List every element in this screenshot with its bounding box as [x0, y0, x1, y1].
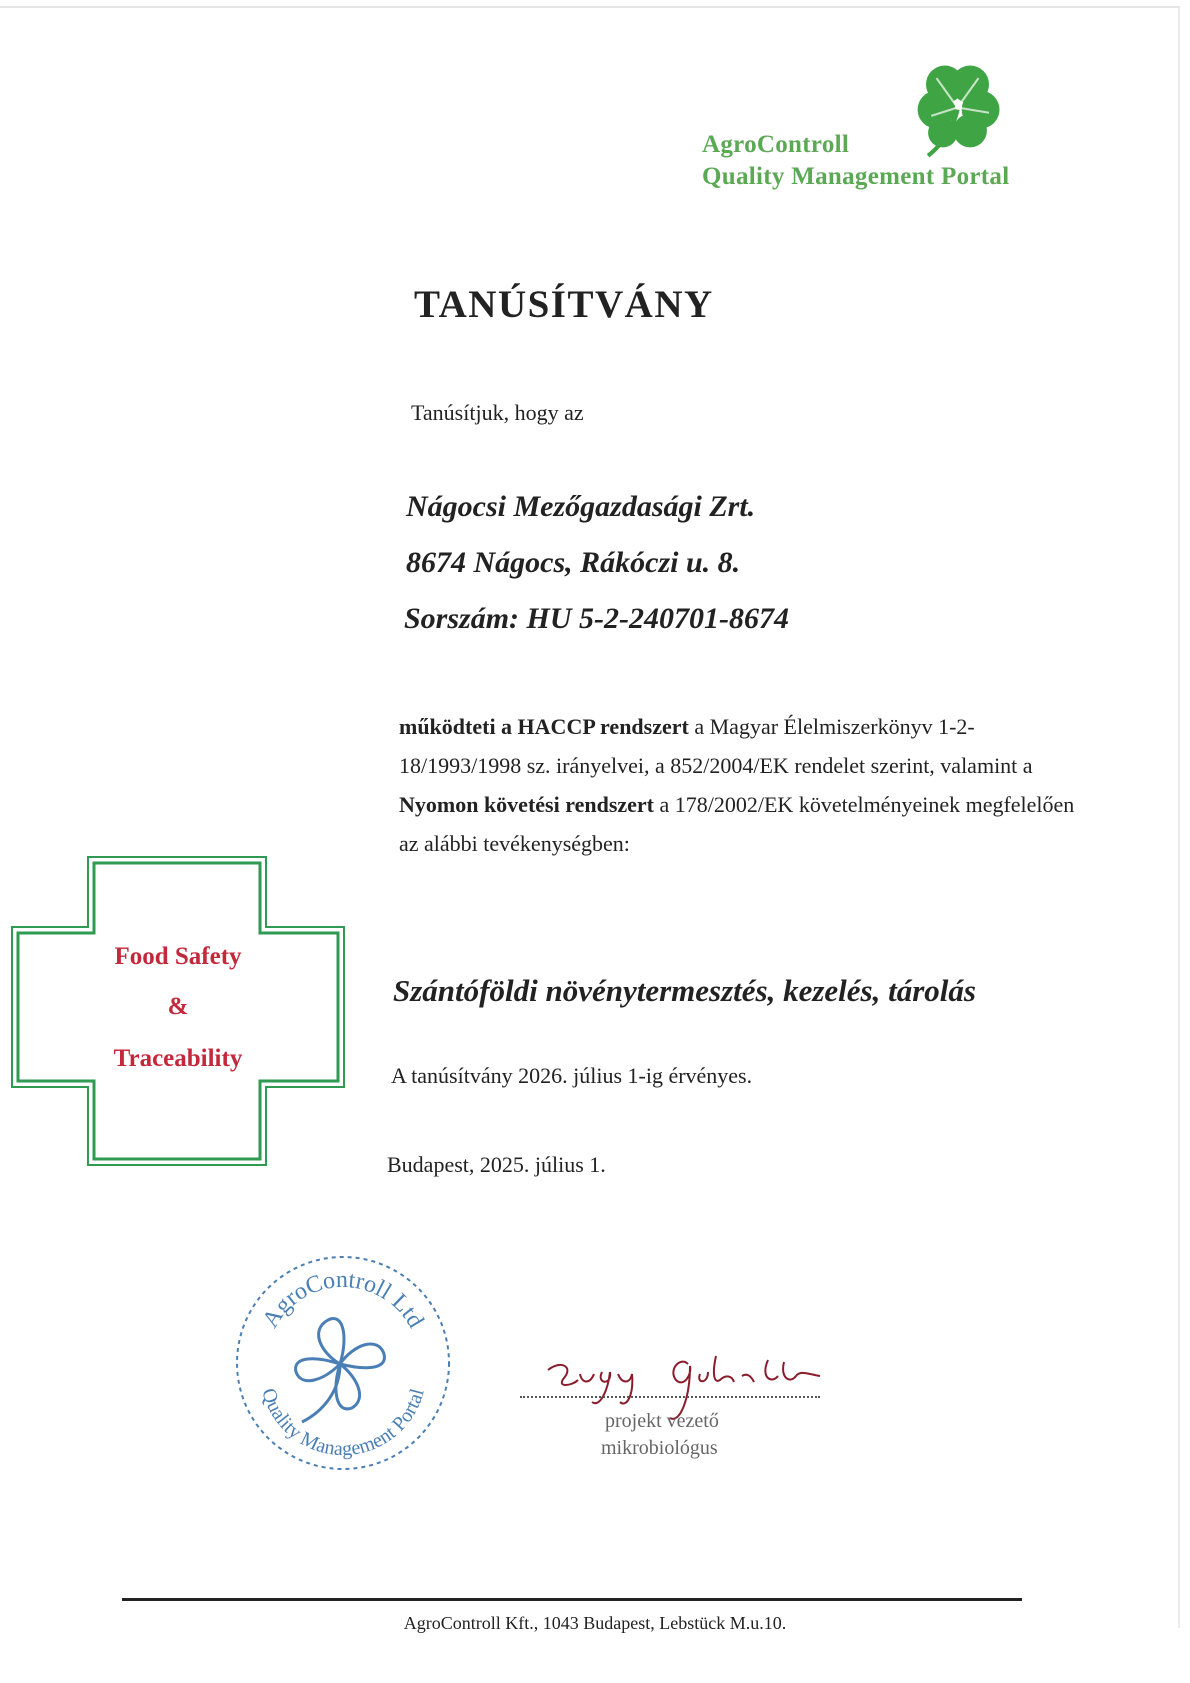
signatory-role: projekt vezető [605, 1410, 719, 1432]
signature-line [520, 1396, 820, 1398]
company-address: 8674 Nágocs, Rákóczi u. 8. [406, 546, 741, 579]
badge-line-traceability: Traceability [113, 1045, 243, 1072]
intro-text: Tanúsítjuk, hogy az [411, 400, 584, 425]
badge-line-food-safety: Food Safety [114, 943, 242, 970]
footer-address: AgroControll Kft., 1043 Budapest, Lebstück M.u.10. [403, 1613, 787, 1633]
traceability-statement: Nyomon követési rendszert [399, 792, 654, 817]
company-name: Nágocsi Mezőgazdasági Zrt. [406, 490, 756, 523]
scan-right-edge [1178, 8, 1180, 1628]
stamp-top-text: AgroControll Ltd [257, 1266, 429, 1333]
badge-line-ampersand: & [167, 993, 189, 1020]
serial-number: Sorszám: HU 5-2-240701-8674 [404, 602, 790, 635]
body-text-2: a 178/2002/EK követelményeinek megfelelően az alábbi tevékenységben: [399, 792, 1075, 856]
body-text-1: a Magyar Élelmiszerkönyv 1-2-18/1993/1998 sz. irányelvei, a 852/2004/EK rendelet szerint, valamint a [399, 714, 1033, 778]
certified-activity: Szántóföldi növénytermesztés, kezelés, tárolás [393, 973, 976, 1008]
haccp-statement: működteti a HACCP rendszert [399, 714, 689, 739]
certificate-title: TANÚSÍTVÁNY [414, 283, 714, 326]
certificate-body [399, 707, 1089, 863]
stamp-clover-icon [296, 1319, 385, 1422]
brand-name: AgroControll [702, 131, 850, 158]
clover-logo-icon [905, 55, 1010, 160]
svg-text:Quality Management Portal [257, 1386, 429, 1461]
footer-divider [122, 1598, 1022, 1601]
validity-statement: A tanúsítvány 2026. július 1-ig érvényes. [391, 1063, 753, 1088]
place-and-date: Budapest, 2025. július 1. [387, 1152, 606, 1177]
svg-text:AgroControll Ltd [258, 1267, 429, 1332]
brand-tagline: Quality Management Portal [702, 163, 1010, 190]
signatory-title: mikrobiológus [601, 1437, 718, 1459]
stamp-bottom-text: Quality Management Portal [257, 1385, 429, 1461]
scan-top-edge [0, 6, 1180, 8]
company-stamp [232, 1252, 454, 1474]
